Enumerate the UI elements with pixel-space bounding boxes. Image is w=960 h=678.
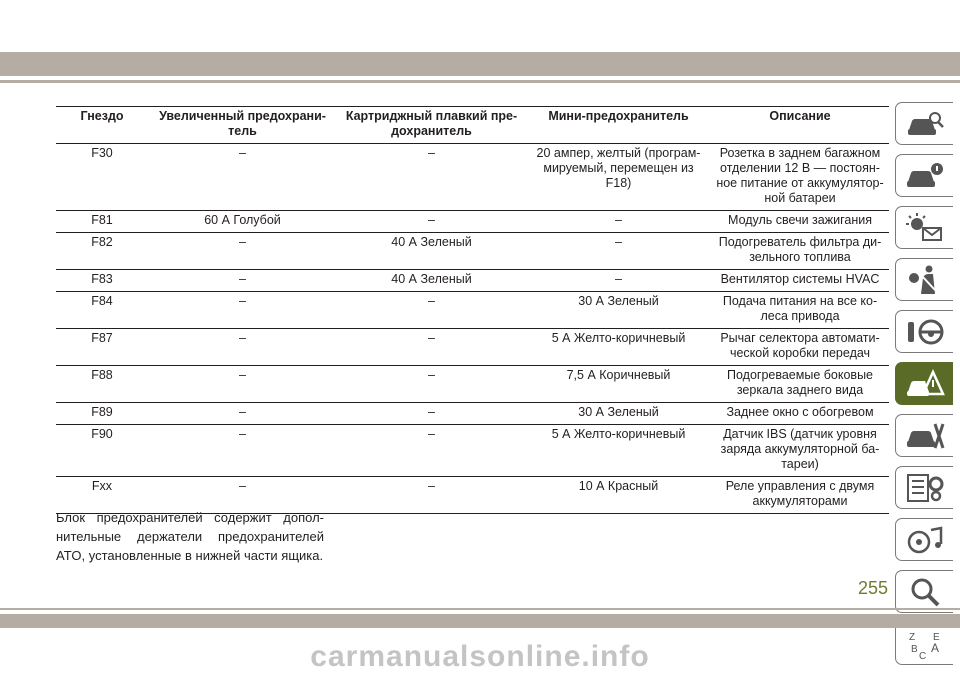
cell-description: Реле управления с двумя аккумуляторами (711, 477, 889, 514)
seatbelt-airbag-icon (905, 264, 945, 296)
cell-maxi: – (148, 425, 337, 477)
tab-multimedia[interactable] (895, 518, 953, 561)
cell-mini: – (526, 270, 711, 292)
tab-steering[interactable] (895, 310, 953, 353)
note-paragraph: Блок предохранителей содержит допол- нительные держатели предохранителей ATO, установленные в нижней части ящика. (56, 510, 324, 563)
page-number: 255 (858, 578, 889, 598)
table-row (56, 270, 889, 292)
tab-service[interactable] (895, 414, 953, 457)
tab-maintenance[interactable] (895, 466, 953, 509)
cell-mini: 20 ампер, желтый (програм- мируемый, перемещен из F18) (526, 144, 711, 211)
header-maxi-fuse: Увеличенный предохрани- тель (148, 107, 337, 144)
cell-mini: – (526, 211, 711, 233)
cell-description: Рычаг селектора автомати- ческой коробки передач (711, 329, 889, 366)
cell-socket: F81 (56, 211, 148, 233)
svg-text:A: A (930, 640, 939, 655)
cell-cartridge: – (337, 211, 526, 233)
svg-text:Z: Z (908, 631, 915, 643)
header-socket: Гнездо (56, 107, 148, 144)
cell-socket: F90 (56, 425, 148, 477)
cell-socket: F87 (56, 329, 148, 366)
table-row (56, 366, 889, 403)
cell-maxi: – (148, 366, 337, 403)
car-magnifier-icon (905, 108, 945, 140)
svg-text:B: B (910, 643, 918, 655)
cell-mini: 10 А Красный (526, 477, 711, 514)
cell-socket: F83 (56, 270, 148, 292)
cell-cartridge: 40 А Зеленый (337, 270, 526, 292)
header-description: Описание (711, 107, 889, 144)
table-header-row (56, 107, 889, 144)
fuse-table (56, 106, 889, 514)
cell-cartridge: – (337, 329, 526, 366)
cell-cartridge: – (337, 144, 526, 211)
cell-description: Подача питания на все ко- леса привода (711, 292, 889, 329)
maintenance-checklist-icon (905, 472, 945, 504)
warning-lights-message-icon (905, 212, 945, 244)
steering-wheel-key-icon (905, 316, 945, 348)
bottom-band (0, 614, 960, 628)
car-service-tools-icon (905, 420, 945, 452)
cell-cartridge: – (337, 425, 526, 477)
cell-socket: F82 (56, 233, 148, 270)
table-row (56, 329, 889, 366)
emergency-hazard-icon (905, 368, 945, 400)
cell-maxi: – (148, 144, 337, 211)
cell-maxi: – (148, 329, 337, 366)
top-band-line (0, 80, 960, 83)
cell-maxi: – (148, 403, 337, 425)
cell-socket: F89 (56, 403, 148, 425)
cell-socket: F84 (56, 292, 148, 329)
svg-text:C: C (918, 650, 926, 660)
cell-maxi: – (148, 477, 337, 514)
cell-socket: Fxx (56, 477, 148, 514)
car-info-icon (905, 160, 945, 192)
tab-emergency[interactable] (895, 362, 953, 405)
multimedia-music-icon (905, 524, 945, 556)
table-row (56, 292, 889, 329)
bottom-band-line (0, 608, 960, 610)
cell-cartridge: 40 А Зеленый (337, 233, 526, 270)
cell-mini: 30 А Зеленый (526, 292, 711, 329)
cell-description: Вентилятор системы HVAC (711, 270, 889, 292)
watermark: carmanualsonline.info (310, 640, 650, 673)
cell-cartridge: – (337, 403, 526, 425)
cell-description: Заднее окно с обогревом (711, 403, 889, 425)
cell-mini: 7,5 А Коричневый (526, 366, 711, 403)
table-row (56, 144, 889, 211)
cell-mini: – (526, 233, 711, 270)
table-row (56, 425, 889, 477)
cell-socket: F30 (56, 144, 148, 211)
table-row (56, 211, 889, 233)
table-row (56, 403, 889, 425)
cell-mini: 5 А Желто-коричневый (526, 425, 711, 477)
table-row (56, 233, 889, 270)
cell-maxi: 60 А Голубой (148, 211, 337, 233)
tab-car-magnifier[interactable] (895, 102, 953, 145)
tab-warning-lights[interactable] (895, 206, 953, 249)
cell-mini: 30 А Зеленый (526, 403, 711, 425)
cell-cartridge: – (337, 366, 526, 403)
top-band (0, 52, 960, 76)
cell-socket: F88 (56, 366, 148, 403)
cell-description: Розетка в заднем багажном отделении 12 В — постоян- ное питание от аккумулятор- ной батареи (711, 144, 889, 211)
index-search-icon (905, 576, 945, 608)
cell-description: Датчик IBS (датчик уровня заряда аккумуляторной ба- тареи) (711, 425, 889, 477)
cell-mini: 5 А Желто-коричневый (526, 329, 711, 366)
tab-car-info[interactable] (895, 154, 953, 197)
cell-description: Подогреватель фильтра ди- зельного топлива (711, 233, 889, 270)
cell-cartridge: – (337, 292, 526, 329)
cell-maxi: – (148, 292, 337, 329)
cell-maxi: – (148, 270, 337, 292)
cell-maxi: – (148, 233, 337, 270)
tab-search[interactable] (895, 570, 953, 613)
tab-seatbelt[interactable] (895, 258, 953, 301)
header-mini-fuse: Мини-предохранитель (526, 107, 711, 144)
header-cartridge-fuse: Картриджный плавкий пре- дохранитель (337, 107, 526, 144)
cell-cartridge: – (337, 477, 526, 514)
cell-description: Модуль свечи зажигания (711, 211, 889, 233)
cell-description: Подогреваемые боковые зеркала заднего вида (711, 366, 889, 403)
chapter-tabs (895, 102, 953, 674)
svg-text:E: E (932, 631, 940, 643)
